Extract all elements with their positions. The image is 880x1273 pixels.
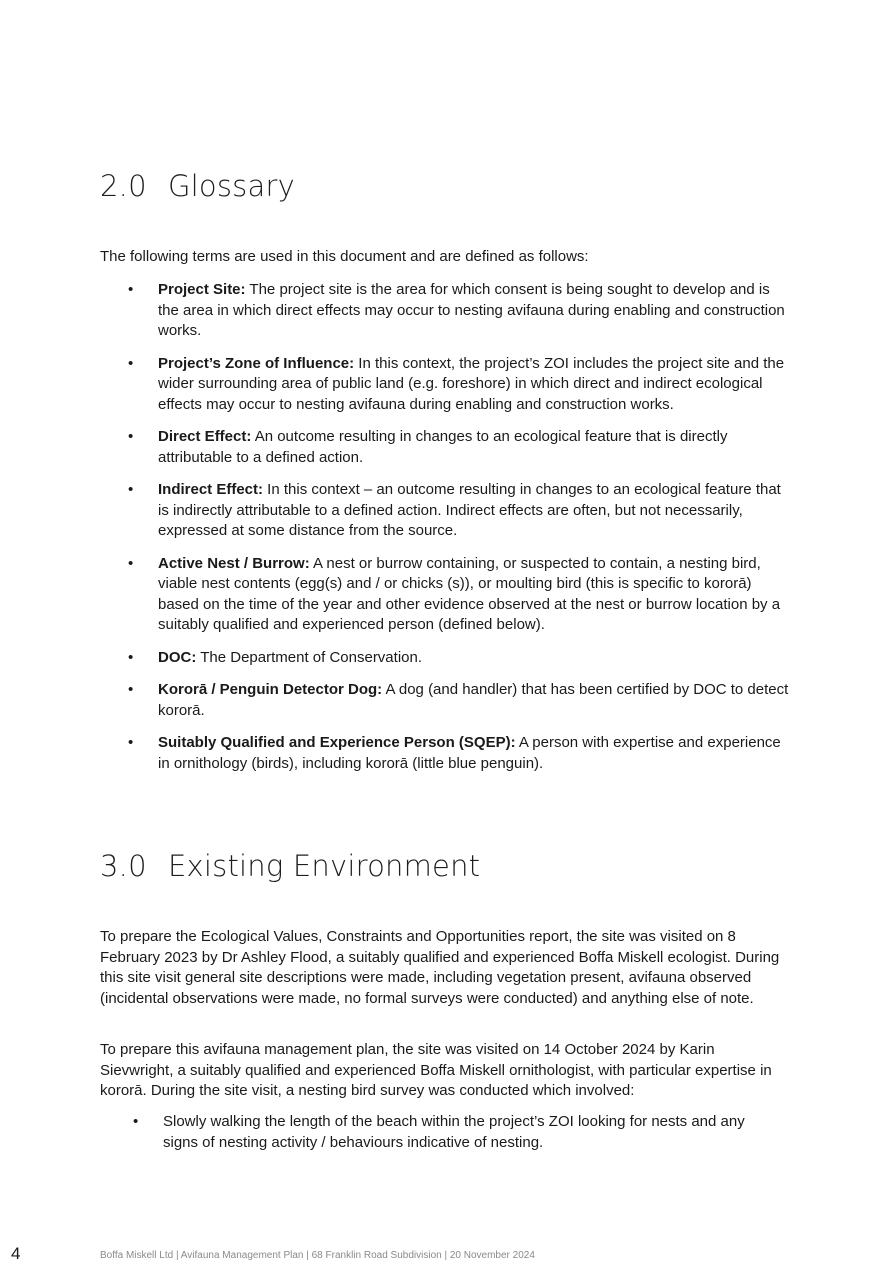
environment-section-title: Existing Environment [168, 849, 481, 883]
glossary-item [100, 427, 790, 468]
survey-step-list [100, 1112, 780, 1153]
glossary-term: DOC: [158, 648, 197, 666]
glossary-item [100, 648, 790, 669]
glossary-term: Project’s Zone of Influence: [158, 354, 355, 372]
glossary-heading [100, 169, 295, 203]
glossary-definition: The Department of Conservation. [196, 648, 423, 666]
glossary-term: Kororā / Penguin Detector Dog: [158, 681, 383, 698]
glossary-definition: An outcome resulting in changes to an ecological feature that is directly attributable to a defined action. [158, 428, 728, 466]
glossary-definition: In this context, the project’s ZOI includes the project site and the wider surrounding area of public land (e.g. foreshore) in which direct and indirect ecological effects may occur to nesting avifauna during enabling and construction works. [158, 354, 785, 413]
glossary-section-number: 2.0 [100, 169, 147, 203]
glossary-item [100, 733, 790, 774]
survey-step: • Slowly walking the length of the beach within the project’s ZOI looking for nests and any signs of nesting activity / behaviours indicative of nesting. [100, 1112, 780, 1153]
page-footer: Boffa Miskell Ltd | Avifauna Management Plan | 68 Franklin Road Subdivision | 20 November 2024 [100, 1250, 535, 1261]
environment-paragraph: To prepare this avifauna management plan, the site was visited on 14 October 2024 by Karin Sievwright, a suitably qualified and experienced Boffa Miskell ornithologist, with particular expertise in kororā. During the site visit, a nesting bird survey was conducted which involved: [100, 1041, 772, 1099]
glossary-definition: In this context – an outcome resulting in changes to an ecological feature that is indirectly attributable to a defined action. Indirect effects are often, but not necessarily, expressed at some distance from the source. [158, 481, 781, 539]
glossary-item [100, 480, 790, 542]
environment-section-number: 3.0 [100, 849, 147, 883]
glossary-definition: The project site is the area for which consent is being sought to develop and is the area in which direct effects may occur to nesting avifauna during enabling and construction works. [158, 281, 785, 339]
glossary-term: Project Site: [158, 281, 246, 298]
glossary-item [100, 680, 790, 721]
glossary-term: Indirect Effect: [158, 481, 264, 498]
glossary-term-list [100, 280, 790, 786]
glossary-intro: The following terms are used in this document and are defined as follows: [100, 248, 589, 265]
existing-environment-heading [100, 849, 480, 883]
glossary-item [100, 354, 790, 416]
glossary-definition: A nest or burrow containing, or suspected to contain, a nesting bird, viable nest contents (egg(s) and / or chicks (s)), or moulting bird (this is specific to kororā) based on the time of the year and other evidence observed at the nest or burrow location by a suitably qualified and experienced person (defined below). [158, 554, 781, 633]
glossary-term: Suitably Qualified and Experience Person (SQEP): [158, 734, 516, 751]
glossary-term: Active Nest / Burrow: [158, 554, 310, 572]
glossary-definition: A dog (and handler) that has been certified by DOC to detect kororā. [158, 681, 789, 719]
glossary-definition: A person with expertise and experience in ornithology (birds), including kororā (little blue penguin). [158, 734, 781, 772]
glossary-term: Direct Effect: [158, 428, 252, 445]
glossary-item [100, 554, 790, 636]
glossary-section-title: Glossary [168, 169, 295, 203]
environment-paragraph: To prepare the Ecological Values, Constraints and Opportunities report, the site was visited on 8 February 2023 by Dr Ashley Flood, a suitably qualified and experienced Boffa Miskell ecologist. During this site visit general site descriptions were made, including vegetation present, avifauna observed (incidental observations were made, no formal surveys were conducted) and anything else of note. [100, 928, 780, 1007]
glossary-item [100, 280, 790, 342]
page-number: 4 [11, 1244, 21, 1263]
